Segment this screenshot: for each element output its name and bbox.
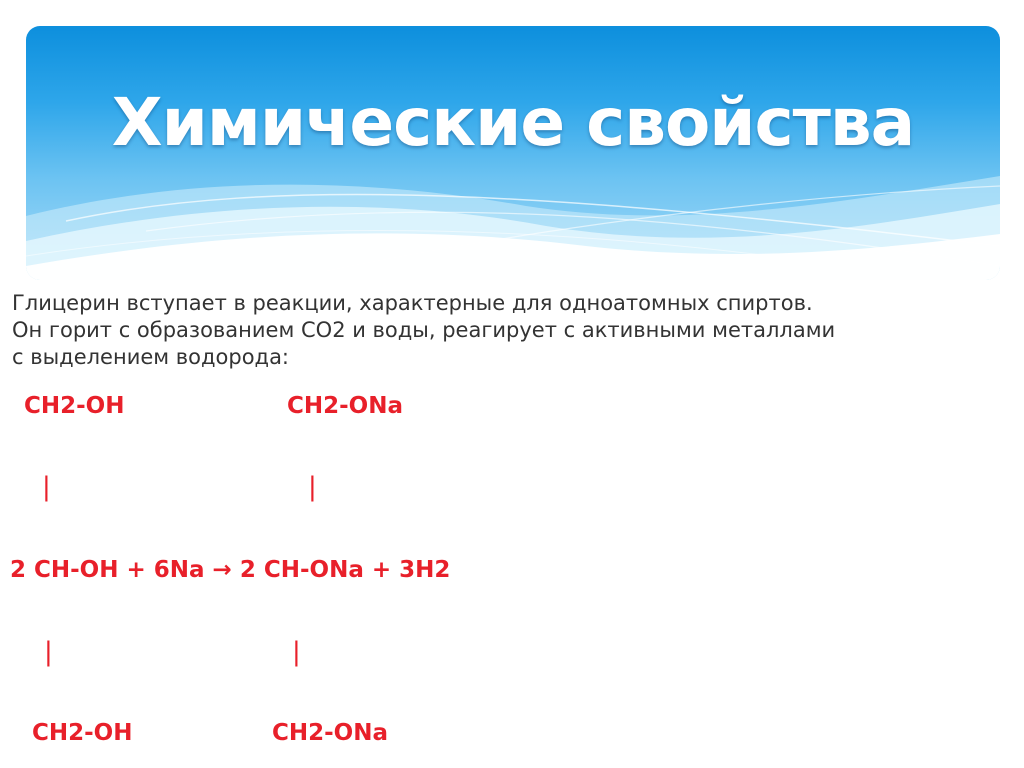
bond-bar-left-bottom: | — [44, 637, 53, 667]
bond-bar-left-top: | — [42, 472, 51, 502]
formula-right-bottom: CH2-ONa — [272, 720, 388, 746]
paragraph-line-2: Он горит с образованием СО2 и воды, реагирует с активными металлами — [12, 318, 836, 342]
paragraph-line-1: Глицерин вступает в реакции, характерные для одноатомных спиртов. — [12, 291, 813, 315]
description-paragraph — [12, 290, 1012, 371]
bond-bar-right-top: | — [308, 472, 317, 502]
title-banner — [26, 26, 1000, 280]
slide-title: Химические свойства — [111, 84, 915, 161]
bond-bar-right-bottom: | — [292, 637, 301, 667]
paragraph-line-3: с выделением водорода: — [12, 345, 290, 369]
formula-right-top: CH2-ONa — [287, 393, 403, 419]
formula-left-bottom: CH2-OH — [32, 720, 133, 746]
reaction-equation: 2 CH-OH + 6Na → 2 CH-ONa + 3H2 — [10, 557, 451, 583]
formula-left-top: CH2-OH — [24, 393, 125, 419]
